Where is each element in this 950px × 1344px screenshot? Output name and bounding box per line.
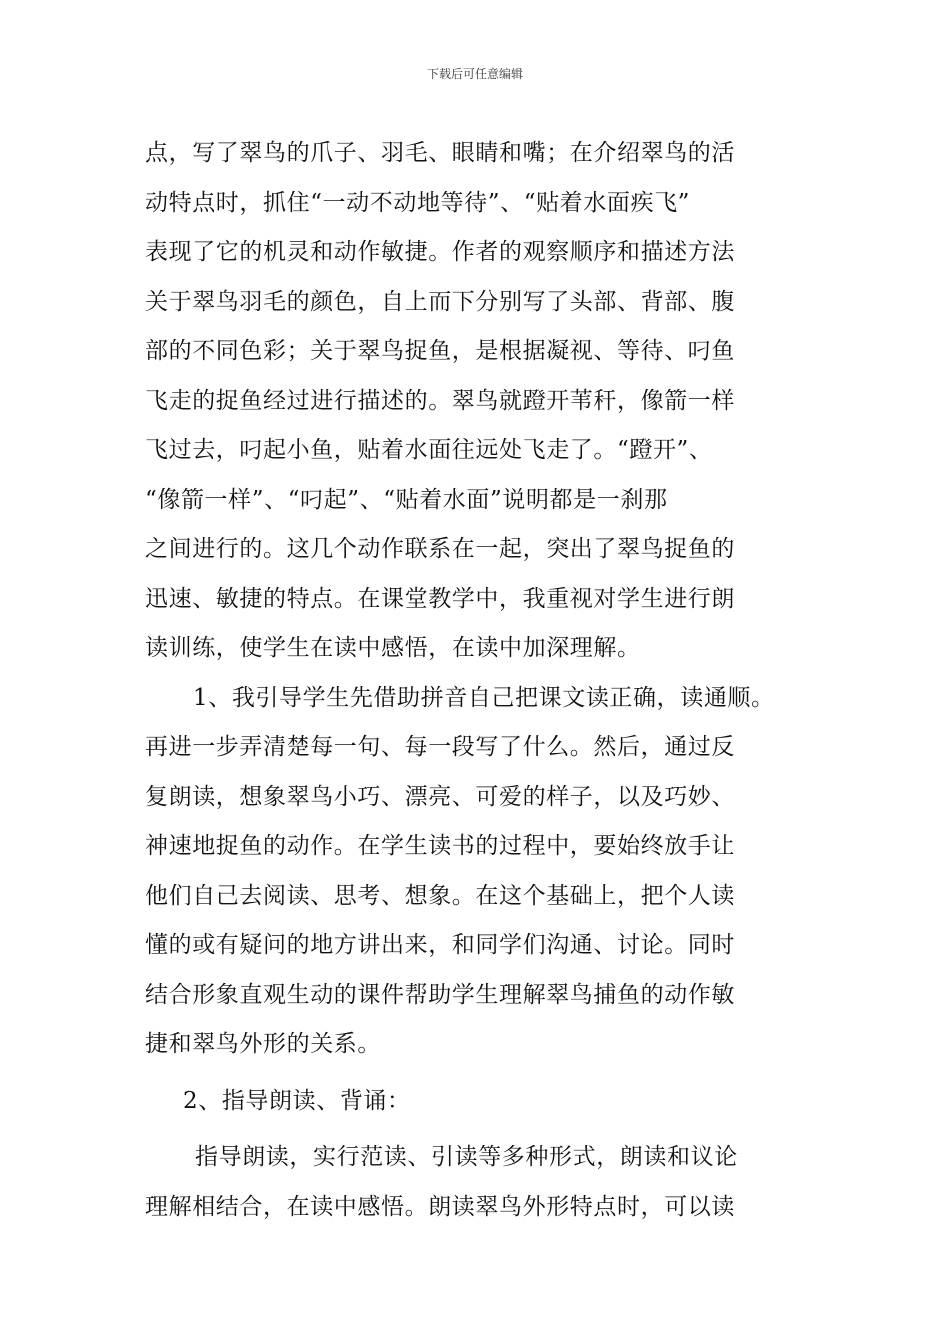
paragraph-first-line: 指导朗读，实行范读、引读等多种形式，朗读和议论 [195,1144,738,1170]
text-line: 他们自己去阅读、思考、想象。在这个基础上，把个人读 [145,882,735,909]
text-line: 飞走的捉鱼经过进行描述的。翠鸟就蹬开苇秆，像箭一样 [145,387,735,414]
page-header: 下载后可任意编辑 [426,67,523,81]
text-line: 复朗读，想象翠鸟小巧、漂亮、可爱的样子，以及巧妙、 [145,783,735,810]
text-line: “像箭一样”、“叼起”、“贴着水面”说明都是一刹那 [145,486,668,513]
text-line: 结合形象直观生动的课件帮助学生理解翠鸟捕鱼的动作敏 [145,981,735,1008]
text-line: 再进一步弄清楚每一句、每一段写了什么。然后，通过反 [145,734,735,760]
text-line: 部的不同色彩；关于翠鸟捉鱼，是根据凝视、等待、叼鱼 [145,338,735,364]
text-line: 点，写了翠鸟的爪子、羽毛、眼睛和嘴；在介绍翠鸟的活 [145,140,735,166]
paragraph-first-line: 1、我引导学生先借助拼音自己把课文读正确，读通顺。 [193,684,775,711]
text-line: 懂的或有疑问的地方讲出来，和同学们沟通、讨论。同时 [145,932,735,958]
text-line: 神速地捉鱼的动作。在学生读书的过程中，要始终放手让 [145,833,735,859]
text-line: 理解相结合，在读中感悟。朗读翠鸟外形特点时，可以读 [145,1193,735,1220]
text-line: 捷和翠鸟外形的关系。 [145,1031,381,1057]
text-line: 飞过去，叼起小鱼，贴着水面往远处飞走了。“蹬开”、 [145,437,713,463]
text-line: 关于翠鸟羽毛的颜色，自上而下分别写了头部、背部、腹 [145,288,735,315]
text-line: 表现了它的机灵和动作敏捷。作者的观察顺序和描述方法 [145,239,735,265]
text-line: 迅速、敏捷的特点。在课堂教学中，我重视对学生进行朗 [145,585,735,612]
text-line: 读训练，使学生在读中感悟，在读中加深理解。 [145,635,641,661]
document-body [145,129,835,1232]
text-line: 动特点时，抓住“一动不动地等待”、“贴着水面疾飞” [145,189,691,216]
text-line: 之间进行的。这几个动作联系在一起，突出了翠鸟捉鱼的 [145,536,735,562]
section-heading: 2、指导朗读、背诵： [183,1087,411,1114]
